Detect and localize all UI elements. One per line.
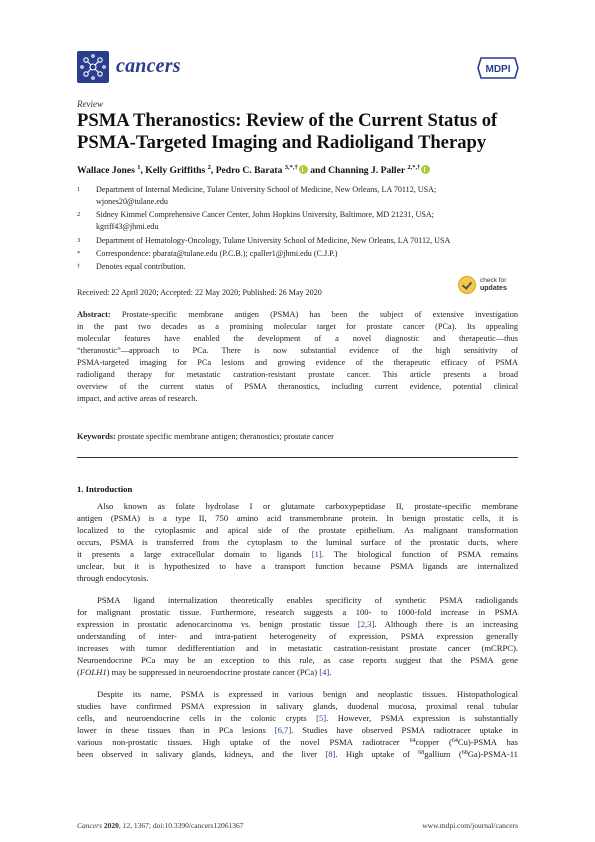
affiliation-email[interactable]: wjones20@tulane.edu: [96, 196, 168, 206]
citation-link[interactable]: [8]: [325, 749, 336, 759]
affiliation-mark: †: [77, 263, 81, 270]
body-text: copper (: [415, 737, 452, 747]
body-text: Ga)-PSMA-11: [467, 749, 518, 759]
isotope-mass: 68: [418, 750, 425, 756]
title-line: PSMA Theranostics: Review of the Current Status of: [77, 110, 498, 131]
citation-link[interactable]: [4]: [319, 667, 330, 677]
citation-link[interactable]: [2,3]: [357, 619, 375, 629]
body-text: (: [77, 667, 80, 677]
body-line: studies have confirmed PSMA expression in salivary glands, duodenal mucosa, proximal renal tubular: [77, 701, 518, 711]
affiliation-mark: *: [77, 250, 81, 257]
body-text: expression in prostatic adenocarcinoma vs. benign prostatic tissue: [77, 619, 358, 629]
body-line: occurs, PSMA is transferred from the cytoplasm to the luminal surface of the prostatic ducts, where: [77, 537, 518, 547]
journal-name: cancers: [116, 55, 181, 77]
body-text: . High uptake of: [335, 749, 419, 759]
footer-journal-url[interactable]: www.mdpi.com/journal/cancers: [422, 821, 518, 830]
author-name: Kelly Griffiths: [145, 165, 206, 177]
isotope-mass: 68: [461, 750, 468, 756]
affiliation-text: Sidney Kimmel Comprehensive Cancer Center, Johns Hopkins University, Baltimore, MD 21231, USA;: [96, 210, 434, 219]
author-separator: ,: [140, 165, 146, 177]
article-title: [77, 110, 527, 154]
abstract-line: in the past two decades as a promising molecular target for prostate cancer (PCa). Its appealing: [77, 322, 518, 331]
correspondence-text[interactable]: Correspondence: pbarata@tulane.edu (P.C.B.); cpaller1@jhmi.edu (C.J.P.): [96, 249, 338, 258]
author-separator: ,: [210, 165, 216, 177]
body-line: [77, 748, 518, 760]
abstract-line: “theranostic”—approach to PCa. There is now substantial evidence of the high sensitivity of: [77, 346, 518, 355]
author-separator: and: [307, 165, 329, 177]
author-list: [77, 164, 430, 176]
abstract-label: Abstract:: [77, 310, 111, 319]
author-name: Pedro C. Barata: [215, 165, 283, 177]
body-text: various non-prostatic tissues. High uptake of the novel PSMA radiotracer: [77, 737, 410, 747]
footer-journal: Cancers: [77, 821, 102, 830]
abstract-line: overview of the current status of PSMA theranostics, including current evidence, potential clinical: [77, 382, 518, 391]
article-type: Review: [77, 99, 103, 109]
publication-dates: Received: 22 April 2020; Accepted: 22 May 2020; Published: 26 May 2020: [77, 288, 322, 297]
body-line: localized to the cytoplasmic and apical side of the prostate epithelium. As malignant transformation: [77, 525, 518, 535]
body-line: [77, 724, 518, 736]
author-affiliation-mark: 1: [137, 164, 141, 171]
keywords-text: prostate specific membrane antigen; theranostics; prostate cancer: [117, 432, 334, 441]
body-text: . However, PSMA expression is substantially: [326, 713, 518, 723]
abstract-text: Prostate-specific membrane antigen (PSMA) has been the subject of extensive investigation: [121, 310, 518, 319]
body-line: [77, 666, 518, 678]
abstract: [77, 309, 518, 405]
check-updates-label: check for: [480, 277, 507, 284]
body-line: Neuroendocrine PCa may be an exception to this rule, as case reports suggest that the PSMA gene: [77, 655, 518, 665]
body-line: increases with tumor dedifferentiation and in metastatic castration-resistant prostate cancer (mCRPC).: [77, 643, 518, 653]
body-line: antigen (PSMA) is a type II, 750 amino acid transmembrane protein. In benign prostatic cells, it is: [77, 513, 518, 523]
check-updates-icon: [458, 276, 476, 294]
body-text: it presents a large extracellular domain to ligands: [77, 549, 312, 559]
body-text: Cu)-PSMA has: [457, 737, 518, 747]
mdpi-logo-text: MDPI: [485, 64, 511, 75]
body-text: . Although there is an increasing: [374, 619, 519, 629]
footer-year: 2020: [103, 821, 119, 830]
abstract-line: molecular features have enabled the development of a novel diagnostic and therapeutic—thus: [77, 334, 518, 343]
footer-citation: Cancers 2020, 12, 1367; doi:10.3390/cancers12061367: [77, 821, 244, 830]
abstract-line: [77, 309, 518, 321]
body-line: [77, 712, 518, 724]
gene-name: FOLH1: [79, 667, 107, 677]
body-text: cells, and neuroendocrine cells in the colonic crypts: [77, 713, 317, 723]
abstract-line: impact, and active areas of research.: [77, 394, 198, 403]
keywords-label: Keywords:: [77, 432, 116, 441]
paragraph: [77, 688, 518, 760]
body-text: ) may be suppressed in neuroendocrine prostate cancer (PCa): [106, 667, 320, 677]
author-affiliation-mark: 3,*,†: [284, 164, 298, 171]
body-line: unclear, but it is hypothesized to have a transport function because PSMA ligands are internalized: [77, 561, 518, 571]
check-for-updates-button[interactable]: [458, 276, 522, 296]
affiliation-mark: 3: [77, 237, 81, 244]
author-name: Channing J. Paller: [328, 165, 405, 177]
orcid-icon[interactable]: [299, 165, 308, 174]
paragraph: [77, 500, 518, 584]
affiliation-email[interactable]: kgriff43@jhmi.edu: [96, 221, 159, 231]
body-text: .: [329, 667, 332, 677]
body-text: . Studies have observed PSMA radiotracer uptake in: [291, 725, 518, 735]
keywords: [77, 432, 334, 441]
footer-volume: 12: [122, 821, 131, 830]
title-line: PSMA-Targeted Imaging and Radioligand Therapy: [77, 132, 487, 153]
paragraph: [77, 594, 518, 678]
affiliation-text: Department of Hematology-Oncology, Tulane University School of Medicine, New Orleans, LA 70112, USA: [96, 236, 451, 245]
abstract-line: PSMA-targeted imaging for PCa lesions and growing evidence of the therapeutic efficacy of PSMA: [77, 358, 518, 367]
section-divider: [77, 457, 518, 458]
body-line: Despite its name, PSMA is expressed in various benign and neoplastic tissues. Histopathological: [97, 689, 518, 699]
body-line: Also known as folate hydrolase I or glutamate carboxypeptidase II, prostate-specific membrane: [97, 501, 518, 511]
mdpi-logo-icon: [477, 57, 519, 79]
citation-link[interactable]: [1]: [311, 549, 322, 559]
body-text: been observed in salivary glands, kidneys, and the liver: [77, 749, 326, 759]
body-line: [77, 548, 518, 560]
body-text: gallium (: [424, 749, 462, 759]
body-line: PSMA ligand internalization theoretically enables specificity of synthetic PSMA radioligands: [97, 595, 518, 605]
body-text: . The biological function of PSMA remains: [321, 549, 518, 559]
body-line: [77, 736, 518, 748]
affiliation-mark: 1: [77, 186, 81, 193]
section-heading: 1. Introduction: [77, 484, 133, 494]
equal-contribution-text: Denotes equal contribution.: [96, 262, 186, 271]
author-name: Wallace Jones: [77, 165, 135, 177]
author-affiliation-mark: 2: [207, 164, 211, 171]
abstract-line: radioligand therapy for metastatic castration-resistant prostate cancer. This article presents a broad: [77, 370, 518, 379]
affiliation-mark: 2: [77, 211, 81, 218]
body-text: lower in these tissues than in PCa lesions: [77, 725, 275, 735]
author-affiliation-mark: 2,*,†: [407, 164, 421, 171]
body-line: for malignant prostatic tissue. Furthermore, research suggests a 100- to 1000-fold increase in PSMA: [77, 607, 518, 617]
isotope-mass: 64: [409, 738, 416, 744]
affiliation-text: Department of Internal Medicine, Tulane University School of Medicine, New Orleans, LA 70112, USA;: [96, 185, 437, 194]
body-line: [77, 618, 518, 630]
orcid-icon[interactable]: [421, 165, 430, 174]
isotope-mass: 64: [451, 738, 458, 744]
check-updates-label: updates: [480, 285, 507, 292]
footer-doi: , 1367; doi:10.3390/cancers12061367: [130, 821, 244, 830]
citation-link[interactable]: [6,7]: [274, 725, 292, 735]
citation-link[interactable]: [5]: [316, 713, 327, 723]
journal-logo-icon: [77, 51, 109, 83]
body-line: through endocytosis.: [77, 573, 149, 583]
body-line: understanding of inter- and intra-patient heterogeneity of expression, PSMA expression generally: [77, 631, 518, 641]
